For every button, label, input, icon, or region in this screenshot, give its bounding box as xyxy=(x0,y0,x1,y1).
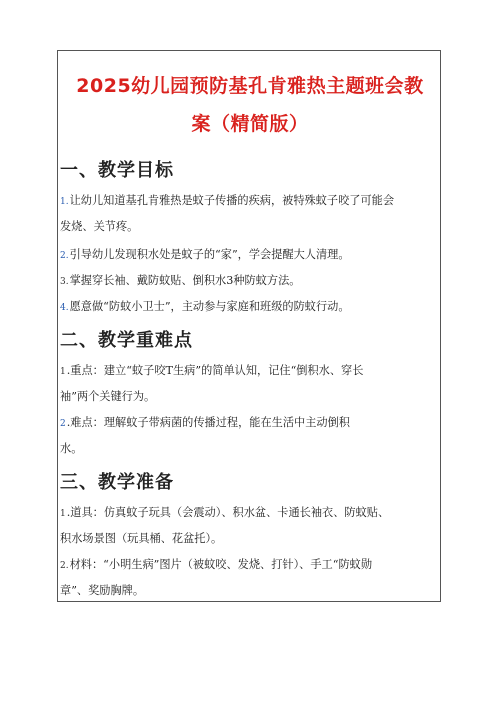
prep-1-number: 1 xyxy=(60,509,66,519)
section-heading-preparation: 三、教学准备 xyxy=(60,472,174,493)
objective-4-text: 愿意做“防蚊小卫士”，主动参与家庭和班级的防蚊行动。 xyxy=(69,300,350,313)
key-point-2-number: 2 xyxy=(60,419,66,429)
objective-2-text: 引导幼儿发现积水处是蚊子的“家”，学会提醒大人清理。 xyxy=(69,248,350,261)
objective-3 xyxy=(60,272,300,288)
document-title-line-2: 案（精简版） xyxy=(191,113,309,135)
objective-1-number: 1. xyxy=(60,197,69,207)
objective-1-text: 让幼儿知道基孔肯雅热是蚊子传播的疾病，被特殊蚊子咬了可能会 xyxy=(69,194,395,207)
key-point-1-line-1 xyxy=(60,362,363,378)
prep-1-line-1 xyxy=(60,504,389,520)
key-point-1-line-2: 袖”两个关键行为。 xyxy=(60,390,156,403)
prep-1-text: .道具：仿真蚊子玩具（会震动）、积水盆、卡通长袖衣、防蚊贴、 xyxy=(66,506,390,519)
section-heading-key-points: 二、教学重难点 xyxy=(60,330,193,351)
objective-1-line-1 xyxy=(60,192,394,208)
key-point-2-line-2: 水。 xyxy=(60,442,83,455)
section-heading-objectives: 一、教学目标 xyxy=(60,160,174,181)
key-point-2-line-1 xyxy=(60,414,350,430)
objective-4-number: 4. xyxy=(60,303,69,313)
objective-2-number: 2. xyxy=(60,251,69,261)
prep-2-line-2: 章”、奖励胸牌。 xyxy=(60,584,145,597)
prep-2-number: 2. xyxy=(60,561,69,571)
objective-3-text: 掌握穿长袖、戴防蚊贴、倒积水3种防蚊方法。 xyxy=(69,274,301,287)
objective-4 xyxy=(60,298,350,314)
prep-1-line-2: 积水场景图（玩具桶、花盆托）。 xyxy=(60,532,223,545)
key-point-1-text: .重点：建立“蚊子咬T生病”的简单认知，记住“倒积水、穿长 xyxy=(66,364,364,377)
objective-1-line-2: 发烧、关节疼。 xyxy=(60,220,139,233)
key-point-2-text: .难点：理解蚊子带病菌的传播过程，能在生活中主动倒积 xyxy=(66,416,350,429)
prep-2-text: 材料：“小明生病”图片（被蚊咬、发烧、打针）、手工“防蚊勋 xyxy=(69,558,373,571)
key-point-1-number: 1 xyxy=(60,367,66,377)
prep-2-line-1 xyxy=(60,556,372,572)
document-title-line-1: 2025幼儿园预防基孔肯雅热主题班会教 xyxy=(76,75,424,97)
objective-2 xyxy=(60,246,350,262)
objective-3-number: 3. xyxy=(60,277,69,287)
